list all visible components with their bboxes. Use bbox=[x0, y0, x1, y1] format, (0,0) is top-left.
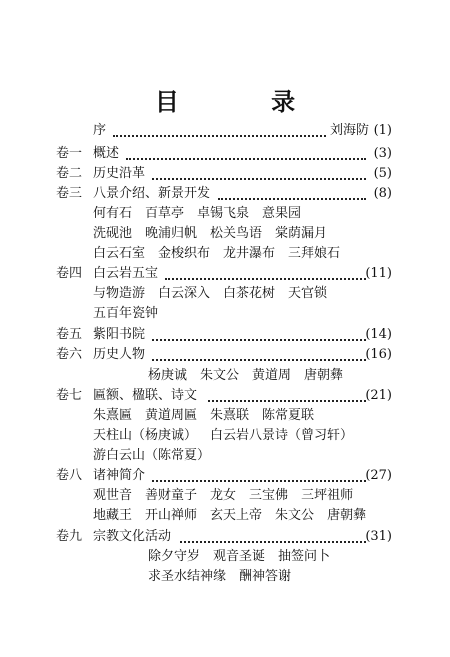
leader-dots bbox=[208, 399, 366, 402]
sub-item[interactable]: 酬神答谢 bbox=[239, 569, 292, 584]
entry-title: 紫阳书院 bbox=[93, 327, 146, 342]
sub-item[interactable]: 求圣水结神缘 bbox=[148, 569, 227, 584]
sub-item[interactable]: 黄道周 bbox=[252, 368, 292, 383]
sub-item[interactable]: 观世音 bbox=[93, 488, 133, 503]
leader-dots bbox=[180, 540, 366, 543]
toc-entry-vol4[interactable] bbox=[0, 264, 450, 284]
toc-entry-vol3[interactable] bbox=[0, 184, 450, 204]
sub-item[interactable]: 五百年瓷钟 bbox=[93, 306, 159, 321]
sub-item[interactable]: 三坪祖师 bbox=[301, 488, 354, 503]
entry-page: (14) bbox=[365, 327, 392, 342]
toc-entry-vol8[interactable] bbox=[0, 466, 450, 486]
sub-items-vol7-line3 bbox=[93, 446, 223, 466]
leader-dots bbox=[218, 197, 366, 200]
entry-title: 诸神简介 bbox=[93, 468, 146, 483]
sub-item[interactable]: 龙女 bbox=[210, 488, 237, 503]
toc-entry-vol2[interactable] bbox=[0, 164, 450, 184]
entry-page: (8) bbox=[373, 186, 392, 201]
sub-items-vol4-line2 bbox=[93, 304, 171, 324]
entry-author: 刘海防 bbox=[330, 123, 370, 138]
sub-items-vol9-line1 bbox=[148, 547, 343, 567]
sub-item[interactable]: 松关鸟语 bbox=[210, 226, 263, 241]
entry-page: (3) bbox=[373, 146, 392, 161]
sub-items-vol3-line1 bbox=[93, 204, 314, 224]
sub-item[interactable]: 朱文公 bbox=[200, 368, 240, 383]
sub-item[interactable]: 晚浦归帆 bbox=[145, 226, 198, 241]
sub-item[interactable]: 陈常夏联 bbox=[262, 408, 315, 423]
sub-item[interactable]: 朱熹匾 bbox=[93, 408, 133, 423]
volume-label: 卷四 bbox=[56, 266, 83, 281]
sub-item[interactable]: 百草亭 bbox=[145, 206, 185, 221]
sub-items-vol7-line2 bbox=[93, 426, 366, 446]
sub-item[interactable]: 天柱山（杨庚诚） bbox=[93, 428, 198, 443]
leader-dots bbox=[152, 177, 366, 180]
entry-page: (1) bbox=[373, 123, 392, 138]
sub-item[interactable]: 三宝佛 bbox=[249, 488, 289, 503]
sub-items-vol8-line2 bbox=[93, 506, 379, 526]
sub-item[interactable]: 唐朝彝 bbox=[327, 508, 367, 523]
sub-items-vol3-line3 bbox=[93, 244, 353, 264]
sub-item[interactable]: 白云深入 bbox=[158, 286, 211, 301]
leader-dots bbox=[152, 338, 366, 341]
volume-label: 卷七 bbox=[56, 388, 83, 403]
volume-label: 卷二 bbox=[56, 166, 83, 181]
sub-item[interactable]: 卓锡飞泉 bbox=[197, 206, 250, 221]
sub-item[interactable]: 地藏王 bbox=[93, 508, 133, 523]
sub-item[interactable]: 朱熹联 bbox=[210, 408, 250, 423]
sub-items-vol6-line1 bbox=[148, 366, 356, 386]
leader-dots bbox=[126, 157, 366, 160]
entry-title: 八景介绍、新景开发 bbox=[93, 186, 211, 201]
leader-dots bbox=[152, 479, 366, 482]
sub-item[interactable]: 抽签问卜 bbox=[278, 549, 331, 564]
entry-title: 序 bbox=[93, 123, 107, 138]
sub-item[interactable]: 白云石室 bbox=[93, 246, 146, 261]
entry-page: (21) bbox=[365, 388, 392, 403]
toc-entry-vol6[interactable] bbox=[0, 345, 450, 365]
volume-label: 卷三 bbox=[56, 186, 83, 201]
toc-title: 目 录 bbox=[154, 88, 338, 116]
sub-item[interactable]: 观音圣诞 bbox=[213, 549, 266, 564]
entry-title: 历史沿革 bbox=[93, 166, 146, 181]
entry-title: 历史人物 bbox=[93, 347, 146, 362]
entry-page: (5) bbox=[373, 166, 392, 181]
sub-items-vol4-line1 bbox=[93, 284, 340, 304]
sub-item[interactable]: 金梭织布 bbox=[158, 246, 211, 261]
toc-entry-preface[interactable] bbox=[0, 121, 450, 141]
sub-item[interactable]: 朱文公 bbox=[275, 508, 315, 523]
sub-item[interactable]: 天官锁 bbox=[288, 286, 328, 301]
sub-items-vol8-line1 bbox=[93, 486, 366, 506]
sub-items-vol9-line2 bbox=[148, 567, 304, 587]
sub-item[interactable]: 意果园 bbox=[262, 206, 302, 221]
sub-item[interactable]: 黄道周匾 bbox=[145, 408, 198, 423]
volume-label: 卷五 bbox=[56, 327, 83, 342]
leader-dots bbox=[165, 277, 366, 280]
sub-item[interactable]: 除夕守岁 bbox=[148, 549, 201, 564]
volume-label: 卷八 bbox=[56, 468, 83, 483]
sub-item[interactable]: 唐朝彝 bbox=[304, 368, 344, 383]
entry-title: 概述 bbox=[93, 146, 120, 161]
entry-page: (11) bbox=[365, 266, 392, 281]
toc-entry-vol7[interactable] bbox=[0, 386, 450, 406]
sub-items-vol7-line1 bbox=[93, 406, 327, 426]
volume-label: 卷六 bbox=[56, 347, 83, 362]
entry-title: 宗教文化活动 bbox=[93, 529, 172, 544]
toc-entry-vol9[interactable] bbox=[0, 527, 450, 547]
entry-page: (16) bbox=[365, 347, 392, 362]
entry-page: (31) bbox=[365, 529, 392, 544]
sub-item[interactable]: 与物造游 bbox=[93, 286, 146, 301]
volume-label: 卷一 bbox=[56, 146, 83, 161]
sub-item[interactable]: 白云岩八景诗（曾习轩） bbox=[210, 428, 354, 443]
sub-item[interactable]: 开山禅师 bbox=[145, 508, 198, 523]
sub-item[interactable]: 棠荫漏月 bbox=[275, 226, 328, 241]
sub-item[interactable]: 杨庚诚 bbox=[148, 368, 188, 383]
toc-entry-vol5[interactable] bbox=[0, 325, 450, 345]
volume-label: 卷九 bbox=[56, 529, 83, 544]
sub-item[interactable]: 洗砚池 bbox=[93, 226, 133, 241]
sub-item[interactable]: 三拜娘石 bbox=[288, 246, 341, 261]
sub-item[interactable]: 玄天上帝 bbox=[210, 508, 263, 523]
entry-title: 匾额、楹联、诗文 bbox=[93, 388, 198, 403]
sub-item[interactable]: 何有石 bbox=[93, 206, 133, 221]
sub-item[interactable]: 善财童子 bbox=[145, 488, 198, 503]
sub-items-vol3-line2 bbox=[93, 224, 340, 244]
sub-item[interactable]: 游白云山（陈常夏） bbox=[93, 448, 211, 463]
leader-dots bbox=[152, 358, 366, 361]
leader-dots bbox=[113, 134, 326, 137]
sub-item[interactable]: 龙井瀑布 bbox=[223, 246, 276, 261]
entry-title: 白云岩五宝 bbox=[93, 266, 159, 281]
toc-entry-vol1[interactable] bbox=[0, 144, 450, 164]
sub-item[interactable]: 白茶花树 bbox=[223, 286, 276, 301]
entry-page: (27) bbox=[365, 468, 392, 483]
